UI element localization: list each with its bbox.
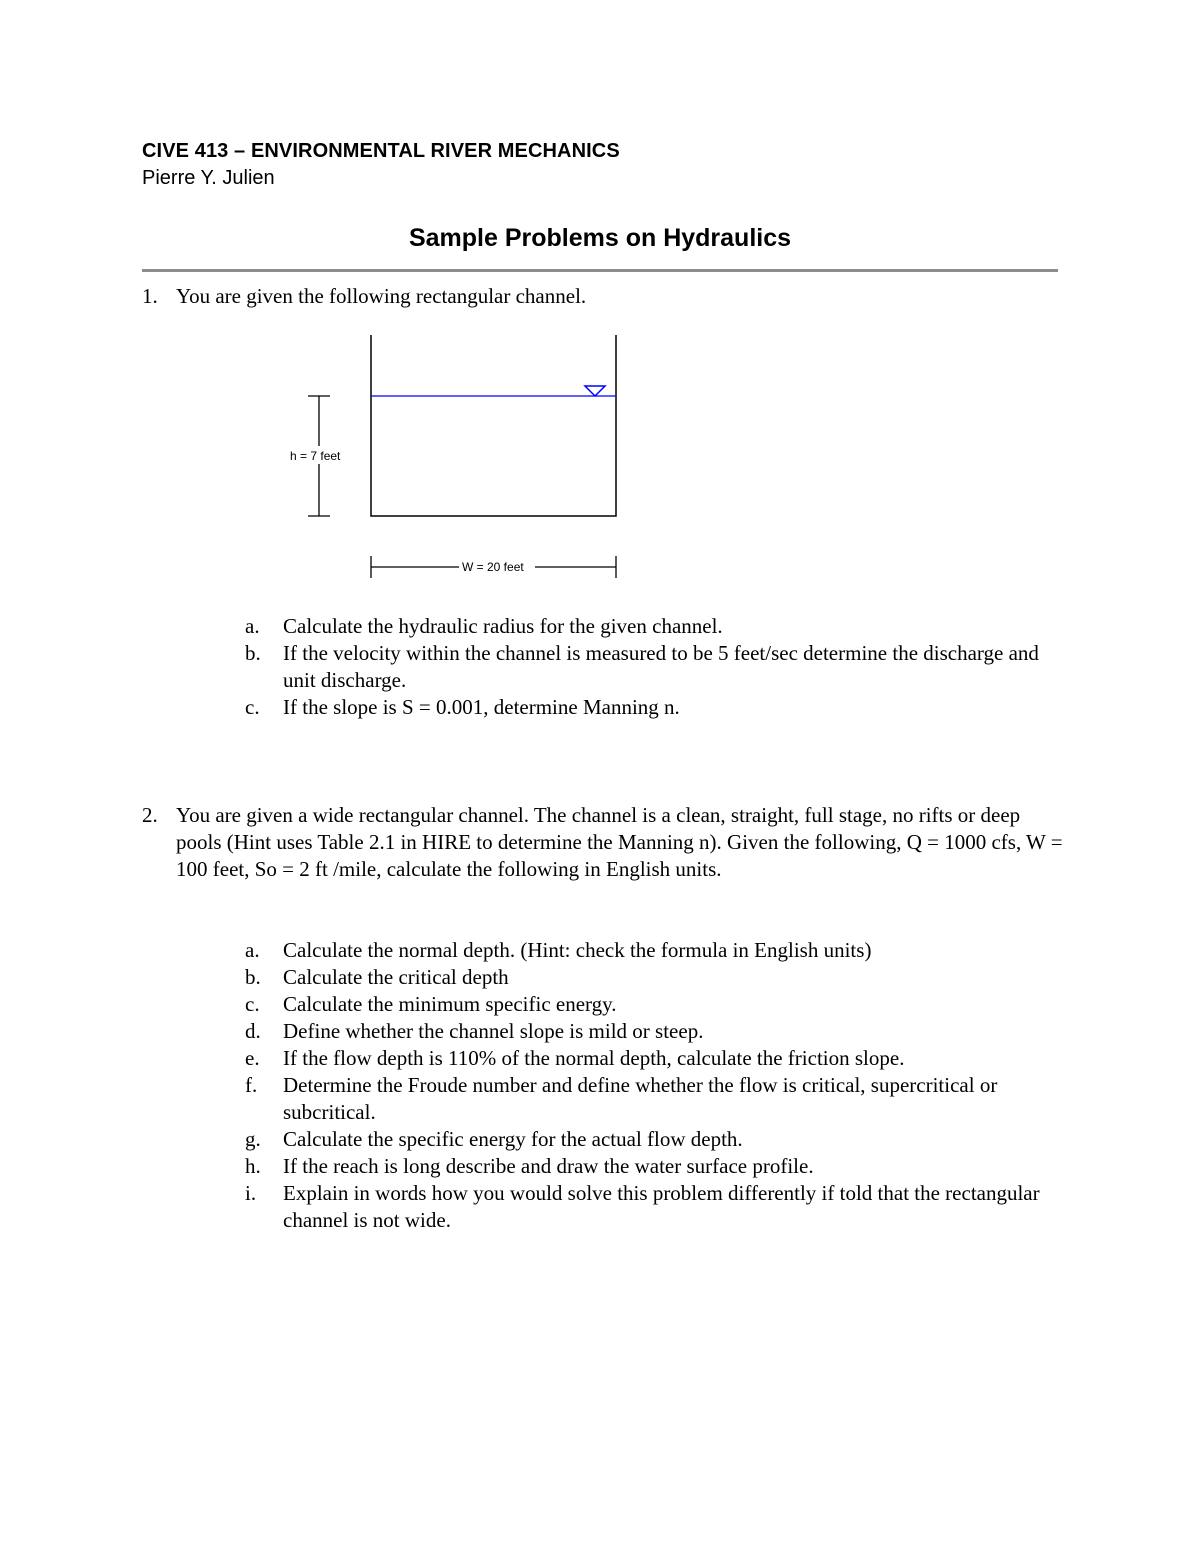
problem-2-items (245, 937, 1075, 1234)
water-surface-triangle-icon (585, 386, 605, 396)
channel-cross-section (371, 335, 616, 516)
item-label: b. (245, 641, 261, 665)
item-label: b. (245, 965, 261, 989)
item-text: Determine the Froude number and define whether the flow is critical, supercritical or subcritical. (283, 1073, 998, 1124)
item-label: c. (245, 992, 260, 1016)
list-item (245, 937, 1075, 964)
list-item (245, 694, 1075, 721)
item-label: f. (245, 1073, 258, 1097)
item-label: g. (245, 1127, 261, 1151)
problem-2-number: 2. (142, 803, 158, 827)
problem-2-text: You are given a wide rectangular channel. The channel is a clean, straight, full stage, no rifts or deep pools (Hint uses Table 2.1 in HIRE to determine the Manning n). Given the following, Q = 1000 cfs, W = 100 feet, So = 2 ft /mile, calculate the following in English units. (176, 803, 1063, 881)
item-label: e. (245, 1046, 260, 1070)
item-text: If the slope is S = 0.001, determine Manning n. (283, 695, 680, 719)
item-label: c. (245, 695, 260, 719)
list-item (245, 991, 1075, 1018)
item-text: Calculate the minimum specific energy. (283, 992, 617, 1016)
list-item (245, 1180, 1075, 1234)
item-text: Calculate the hydraulic radius for the given channel. (283, 614, 723, 638)
problem-1-text: You are given the following rectangular channel. (176, 284, 587, 308)
list-item (245, 964, 1075, 991)
list-item (245, 1153, 1075, 1180)
item-text: Calculate the specific energy for the actual flow depth. (283, 1127, 743, 1151)
height-label: h = 7 feet (290, 449, 341, 463)
item-label: h. (245, 1154, 261, 1178)
channel-diagram (0, 0, 1200, 600)
item-text: If the velocity within the channel is measured to be 5 feet/sec determine the discharge and unit discharge. (283, 641, 1039, 692)
author-name: Pierre Y. Julien (142, 167, 275, 189)
list-item (245, 1126, 1075, 1153)
item-label: d. (245, 1019, 261, 1043)
width-label: W = 20 feet (462, 560, 524, 574)
item-text: If the reach is long describe and draw the water surface profile. (283, 1154, 814, 1178)
item-label: a. (245, 614, 260, 638)
problem-1-number: 1. (142, 284, 158, 308)
item-text: If the flow depth is 110% of the normal depth, calculate the friction slope. (283, 1046, 905, 1070)
list-item (245, 1072, 1075, 1126)
list-item (245, 1045, 1075, 1072)
item-label: a. (245, 938, 260, 962)
page-title: Sample Problems on Hydraulics (408, 224, 792, 252)
item-text: Calculate the critical depth (283, 965, 509, 989)
course-title: CIVE 413 – ENVIRONMENTAL RIVER MECHANICS (142, 140, 620, 162)
list-item (245, 640, 1075, 694)
item-label: i. (245, 1181, 257, 1205)
list-item (245, 613, 1075, 640)
list-item (245, 1018, 1075, 1045)
item-text: Define whether the channel slope is mild or steep. (283, 1019, 704, 1043)
problem-1-items (245, 613, 1075, 721)
item-text: Calculate the normal depth. (Hint: check the formula in English units) (283, 938, 872, 962)
item-text: Explain in words how you would solve this problem differently if told that the rectangular channel is not wide. (283, 1181, 1040, 1232)
